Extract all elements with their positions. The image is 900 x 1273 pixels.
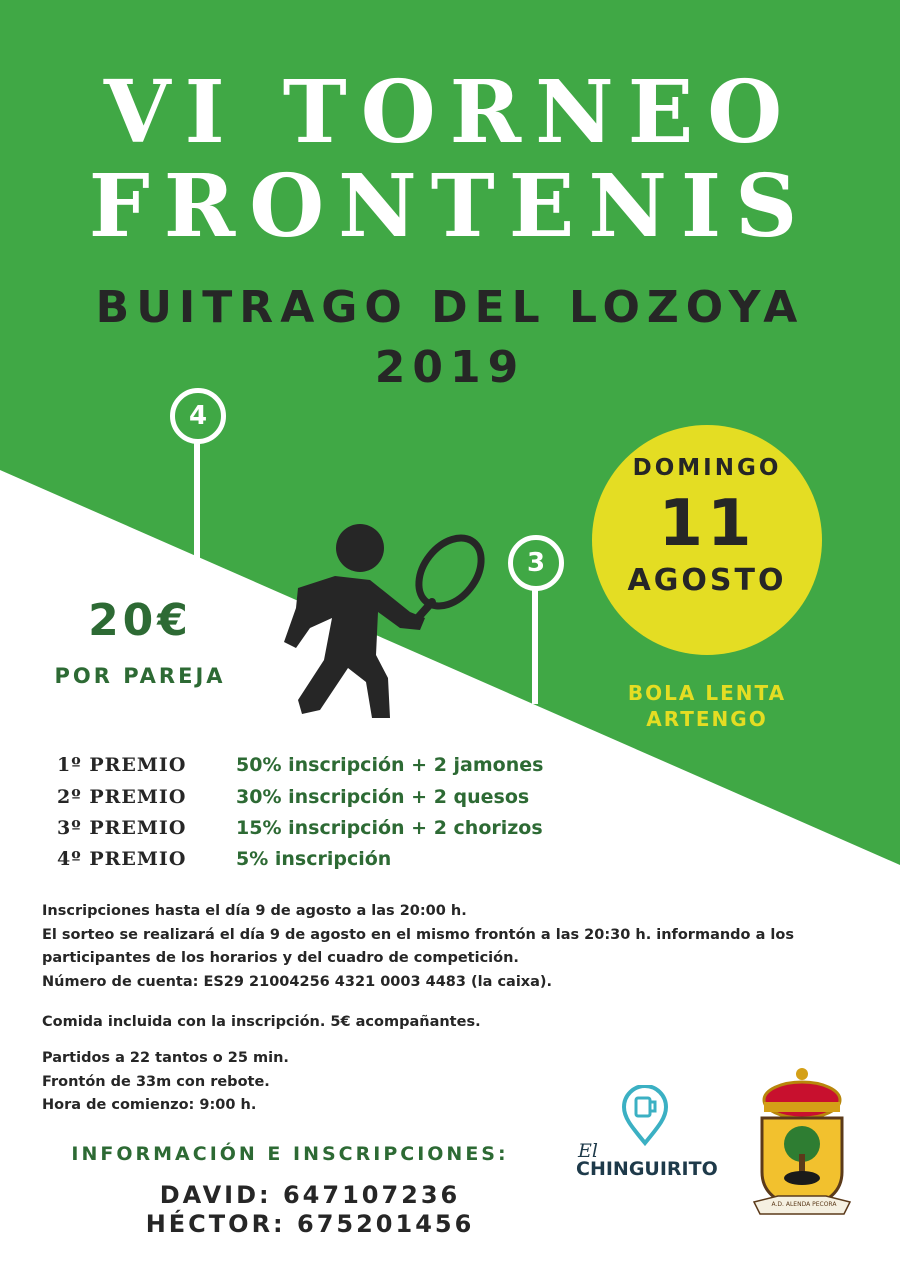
info-line: Inscripciones hasta el día 9 de agosto a las 20:00 h.	[42, 903, 467, 919]
contact-heading: INFORMACIÓN E INSCRIPCIONES:	[71, 1143, 509, 1165]
info-line: Número de cuenta: ES29 21004256 4321 0003 4483 (la caixa).	[42, 973, 553, 990]
marker-4-pole	[194, 442, 200, 562]
marker-3-pole	[532, 589, 538, 704]
title-line-1: VI TORNEO	[103, 62, 797, 163]
prize-4-label: 4º PREMIO	[57, 848, 187, 870]
info-line: Comida incluida con la inscripción. 5€ acompañantes.	[42, 1014, 481, 1030]
prize-3-value: 15% inscripción + 2 chorizos	[236, 817, 543, 839]
date-day: 11	[658, 487, 756, 561]
location: BUITRAGO DEL LOZOYA	[95, 282, 805, 333]
prize-3-label: 3º PREMIO	[57, 817, 187, 839]
price-amount: 20€	[88, 595, 192, 646]
crest-logo	[748, 1062, 856, 1222]
info-line: Hora de comienzo: 9:00 h.	[42, 1097, 257, 1113]
ball-info	[592, 680, 822, 732]
year: 2019	[374, 342, 526, 393]
tennis-player-icon	[260, 520, 490, 720]
title-line-2: FRONTENIS	[88, 156, 812, 257]
prize-4-value: 5% inscripción	[236, 848, 392, 870]
contact-david: DAVID: 647107236	[159, 1181, 461, 1209]
bar-name-el: El	[578, 1140, 598, 1162]
info-line: El sorteo se realizará el día 9 de agosto en el mismo frontón a las 20:30 h. informando a los	[42, 926, 794, 943]
beer-pin-icon	[620, 1085, 670, 1147]
info-block-matches	[42, 1047, 289, 1118]
prize-1-label: 1º PREMIO	[57, 754, 187, 776]
marker-3-badge: 3	[508, 535, 564, 591]
info-block-food	[42, 1011, 481, 1035]
date-badge	[592, 425, 822, 655]
prize-2-value: 30% inscripción + 2 quesos	[236, 786, 530, 808]
prize-2-label: 2º PREMIO	[57, 786, 187, 808]
bar-name: CHINGUIRITO	[576, 1158, 718, 1180]
ball-line-2: ARTENGO	[646, 707, 768, 731]
marker-4-badge: 4	[170, 388, 226, 444]
crest-ribbon-text: A.D. ALENDA PECORA	[771, 1201, 837, 1208]
price-unit: POR PAREJA	[54, 664, 226, 688]
ball-line-1: BOLA LENTA	[627, 681, 787, 705]
date-month: AGOSTO	[627, 563, 787, 598]
info-block-registration	[42, 900, 794, 994]
info-line: Frontón de 33m con rebote.	[42, 1073, 270, 1090]
info-line: Partidos a 22 tantos o 25 min.	[42, 1050, 289, 1066]
date-weekday: DOMINGO	[632, 455, 782, 481]
prize-1-value: 50% inscripción + 2 jamones	[236, 754, 544, 776]
contact-hector: HÉCTOR: 675201456	[145, 1210, 475, 1238]
info-line: participantes de los horarios y del cuadro de competición.	[42, 950, 519, 966]
